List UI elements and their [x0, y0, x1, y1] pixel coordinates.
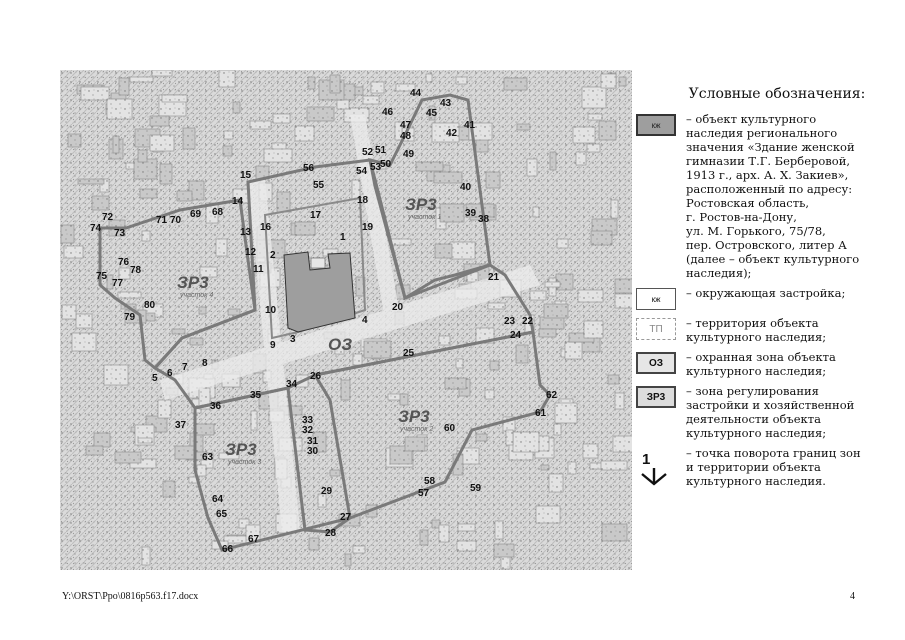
turning-point-41: 41 — [464, 120, 476, 131]
turning-point-43: 43 — [440, 98, 452, 109]
turning-point-9: 9 — [270, 340, 276, 351]
turning-point-67: 67 — [248, 534, 260, 545]
turning-point-7: 7 — [182, 362, 188, 373]
turning-point-79: 79 — [124, 312, 136, 323]
legend-text-territory: – территория объекта культурного наследия; — [686, 316, 827, 344]
turning-point-30: 30 — [307, 446, 319, 457]
legend-text-protection-zone: – охранная зона объекта культурного наследия; — [686, 350, 836, 378]
turning-point-58: 58 — [424, 476, 436, 487]
turning-point-31: 31 — [307, 436, 319, 447]
turning-point-6: 6 — [167, 368, 173, 379]
legend-item-territory — [636, 316, 898, 344]
turning-point-26: 26 — [310, 371, 322, 382]
turning-point-54: 54 — [356, 166, 368, 177]
turning-point-4: 4 — [362, 315, 368, 326]
turning-point-22: 22 — [522, 316, 534, 327]
turning-point-77: 77 — [112, 278, 124, 289]
legend-item-heritage — [636, 112, 898, 280]
footer-page-number: 4 — [850, 591, 855, 602]
turning-point-12: 12 — [245, 247, 257, 258]
turning-point-45: 45 — [426, 108, 438, 119]
footer-file-path: Y:\ORST\Ppo\0816p563.f17.docx — [62, 591, 199, 602]
turning-point-25: 25 — [403, 348, 415, 359]
turning-point-35: 35 — [250, 390, 262, 401]
zone-label-zrz-2: ЗР3 — [398, 407, 430, 426]
turning-point-71: 71 — [156, 215, 168, 226]
turning-point-15: 15 — [240, 170, 252, 181]
turning-point-80: 80 — [144, 300, 156, 311]
turning-point-36: 36 — [210, 401, 222, 412]
zone-sub-zrz-2: участок 2 — [400, 426, 434, 433]
legend-item-regulation-zone — [636, 384, 898, 440]
turning-point-21: 21 — [488, 272, 500, 283]
turning-point-14: 14 — [232, 196, 244, 207]
zone-label-zrz-3: ЗР3 — [225, 440, 257, 459]
turning-point-39: 39 — [465, 208, 477, 219]
turning-point-11: 11 — [253, 264, 264, 275]
legend — [636, 86, 898, 498]
turning-point-38: 38 — [478, 214, 490, 225]
protection-zone-symbol: ОЗ — [636, 352, 676, 374]
legend-text-surrounding: – окружающая застройка; — [686, 286, 846, 300]
turning-point-55: 55 — [313, 180, 325, 191]
regulation-zone-symbol: ЗР3 — [636, 386, 676, 408]
turning-point-33: 33 — [302, 415, 314, 426]
turning-point-32: 32 — [302, 425, 314, 436]
turning-point-16: 16 — [260, 222, 272, 233]
turning-point-8: 8 — [202, 358, 208, 369]
turning-point-49: 49 — [403, 149, 415, 160]
turning-point-75: 75 — [96, 271, 108, 282]
turning-point-47: 47 — [400, 120, 412, 131]
turning-point-10: 10 — [265, 305, 277, 316]
turning-point-60: 60 — [444, 423, 456, 434]
turning-point-18: 18 — [357, 195, 369, 206]
turning-point-2: 2 — [270, 250, 276, 261]
turning-point-59: 59 — [470, 483, 482, 494]
turning-point-34: 34 — [286, 379, 298, 390]
turning-point-29: 29 — [321, 486, 333, 497]
legend-text-turning-point: – точка поворота границ зон и территории объекта культурного наследия. — [686, 446, 861, 488]
turning-point-78: 78 — [130, 265, 142, 276]
heritage-symbol: кж — [636, 114, 676, 136]
turning-point-61: 61 — [535, 408, 547, 419]
turning-point-73: 73 — [114, 228, 126, 239]
zone-label-zrz-1: ЗР3 — [405, 195, 437, 214]
zone-sub-zrz-4: участок 4 — [180, 292, 214, 299]
turning-point-52: 52 — [362, 147, 374, 158]
legend-item-turning-point — [636, 446, 898, 492]
zone-sub-zrz-3: участок 3 — [228, 459, 262, 466]
turning-point-50: 50 — [380, 159, 392, 170]
turning-point-62: 62 — [546, 390, 558, 401]
legend-text-heritage: – объект культурного наследия регионального значения «Здание женской гимназии Т.Г. Берберовой, 1913 г., арх. А. Х. Закиев», расположенный по адресу: Ростовская область, г. Ростов-на-Дону, ул. М. Горького, 75/78, пер. Островского, литер А (далее – объект культурного наследия); — [686, 112, 860, 280]
zone-label-zrz-4: ЗР3 — [177, 273, 209, 292]
zone-label-oz: ОЗ — [328, 335, 353, 354]
turning-point-69: 69 — [190, 209, 202, 220]
turning-point-20: 20 — [392, 302, 404, 313]
turning-point-1: 1 — [340, 232, 346, 243]
turning-point-3: 3 — [290, 334, 296, 345]
turning-point-53: 53 — [370, 162, 382, 173]
turning-point-74: 74 — [90, 223, 102, 234]
turning-point-40: 40 — [460, 182, 472, 193]
turning-point-5: 5 — [152, 373, 158, 384]
turning-point-23: 23 — [504, 316, 516, 327]
turning-point-28: 28 — [325, 528, 337, 539]
turning-point-72: 72 — [102, 212, 114, 223]
legend-text-regulation-zone: – зона регулирования застройки и хозяйственной деятельности объекта культурного наследия; — [686, 384, 855, 440]
turning-point-24: 24 — [510, 330, 522, 341]
turning-point-51: 51 — [375, 145, 387, 156]
legend-item-surrounding — [636, 286, 898, 310]
turning-point-19: 19 — [362, 222, 374, 233]
turning-point-42: 42 — [446, 128, 458, 139]
turning-point-icon — [636, 448, 676, 492]
map-svg — [60, 70, 632, 570]
turning-point-63: 63 — [202, 452, 214, 463]
turning-point-27: 27 — [340, 512, 352, 523]
turning-point-37: 37 — [175, 420, 187, 431]
legend-title: Условные обозначения: — [688, 86, 866, 102]
site-plan-map — [60, 70, 632, 570]
turning-point-57: 57 — [418, 488, 430, 499]
turning-point-13: 13 — [240, 227, 252, 238]
turning-point-66: 66 — [222, 544, 234, 555]
zone-sub-zrz-1: участок 1 — [408, 214, 442, 221]
turning-point-17: 17 — [310, 210, 322, 221]
turning-point-56: 56 — [303, 163, 315, 174]
turning-point-64: 64 — [212, 494, 224, 505]
turning-point-44: 44 — [410, 88, 422, 99]
legend-item-protection-zone — [636, 350, 898, 378]
turning-point-70: 70 — [170, 215, 182, 226]
turning-point-symbol — [636, 448, 676, 492]
turning-point-46: 46 — [382, 107, 394, 118]
turning-point-68: 68 — [212, 207, 224, 218]
surrounding-symbol: кж — [636, 288, 676, 310]
turning-point-65: 65 — [216, 509, 228, 520]
turning-point-48: 48 — [400, 131, 412, 142]
turning-point-number: 1 — [642, 451, 651, 468]
turning-point-76: 76 — [118, 257, 130, 268]
territory-symbol: ТП — [636, 318, 676, 340]
